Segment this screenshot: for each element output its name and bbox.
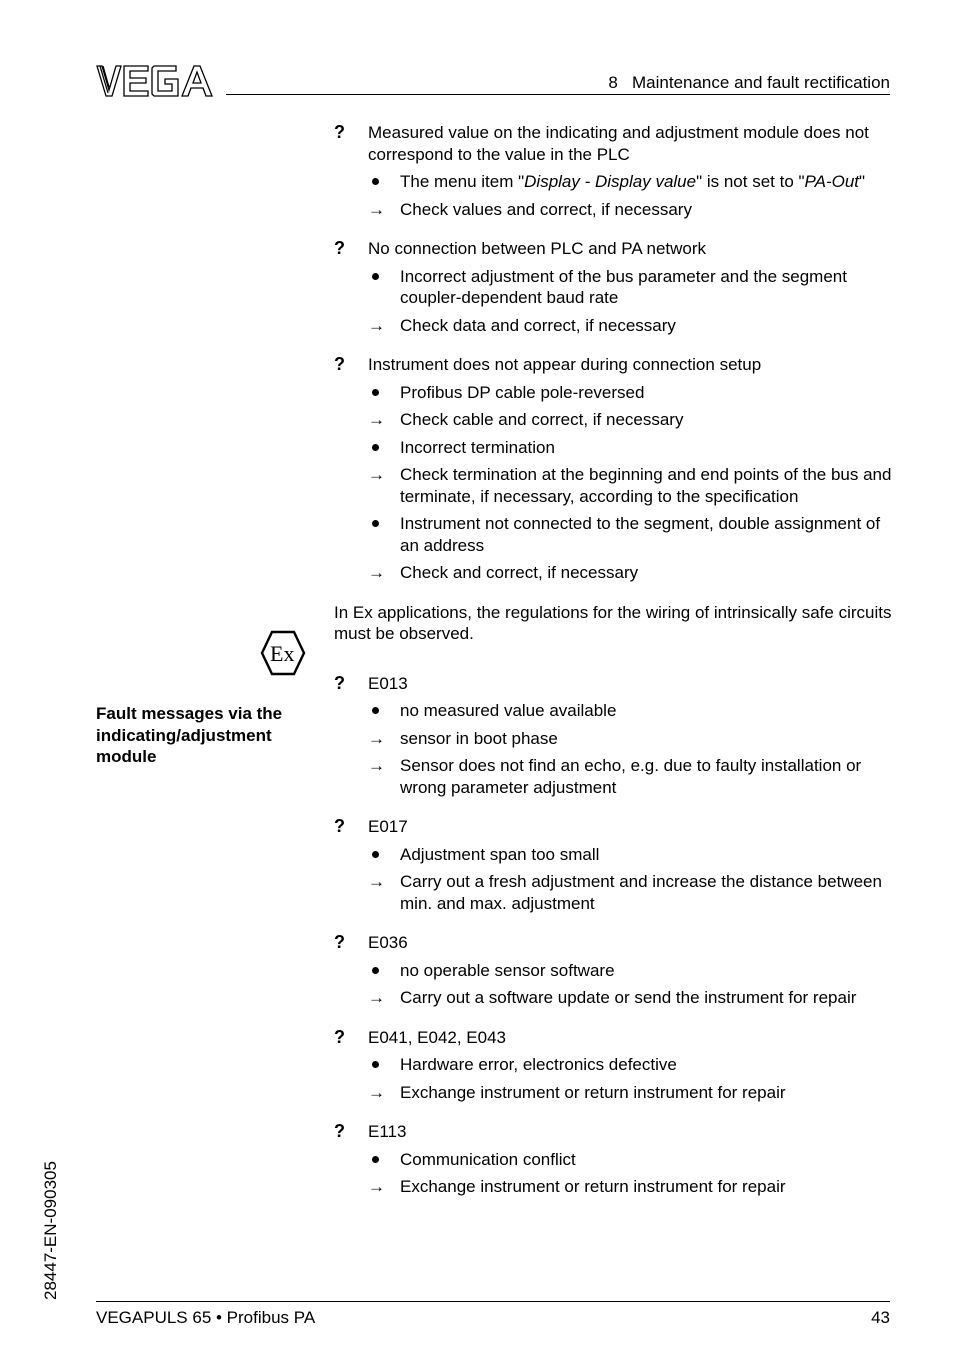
fault-group bbox=[334, 238, 894, 336]
content-column bbox=[334, 122, 894, 1216]
item-text: Check and correct, if necessary bbox=[400, 563, 639, 582]
cause-item bbox=[334, 960, 894, 982]
question-text: E013 bbox=[368, 673, 408, 693]
item-text: Carry out a fresh adjustment and increase the distance between min. and max. adjustment bbox=[400, 872, 882, 913]
question-icon: ? bbox=[334, 932, 345, 952]
side-label: Fault messages via the indicating/adjustment module bbox=[96, 704, 283, 766]
item-text: no operable sensor software bbox=[400, 960, 615, 980]
item-text: no measured value available bbox=[400, 701, 617, 720]
arrow-right-icon: → bbox=[368, 410, 385, 429]
footer-rule bbox=[96, 1301, 890, 1302]
item-text: Check values and correct, if necessary bbox=[400, 199, 692, 219]
doc-code: 28447-EN-090305 bbox=[41, 1161, 60, 1300]
ex-hexagon-icon bbox=[260, 630, 306, 676]
section-title: 8 Maintenance and fault rectification bbox=[608, 73, 890, 92]
remedy-item bbox=[334, 1082, 894, 1104]
arrow-right-icon: → bbox=[368, 988, 385, 1007]
question-line bbox=[334, 354, 894, 376]
item-text: Check data and correct, if necessary bbox=[400, 315, 676, 335]
bullet-icon bbox=[372, 1156, 379, 1163]
item-text: Hardware error, electronics defective bbox=[400, 1055, 677, 1074]
fault-group bbox=[334, 816, 894, 914]
item-text-part: PA-Out bbox=[804, 172, 860, 191]
remedy-item bbox=[334, 987, 894, 1009]
bullet-icon bbox=[372, 967, 379, 974]
remedy-item bbox=[334, 315, 894, 337]
item-text: Instrument not connected to the segment, double assignment of an address bbox=[400, 514, 881, 555]
cause-item bbox=[334, 513, 894, 556]
arrow-right-icon: → bbox=[368, 465, 385, 484]
cause-item bbox=[334, 844, 894, 866]
question-text: E017 bbox=[368, 817, 408, 836]
item-text: Incorrect termination bbox=[400, 437, 555, 457]
question-icon: ? bbox=[334, 816, 345, 836]
item-text: Profibus DP cable pole-reversed bbox=[400, 382, 645, 402]
bullet-icon bbox=[372, 178, 379, 185]
question-text: E113 bbox=[368, 1122, 407, 1141]
question-line bbox=[334, 932, 894, 954]
bullet-icon bbox=[372, 851, 379, 858]
item-text: sensor in boot phase bbox=[400, 728, 558, 748]
troubleshooting-top bbox=[334, 122, 894, 584]
item-text-part: " bbox=[859, 172, 866, 191]
question-text: No connection between PLC and PA network bbox=[368, 239, 707, 258]
question-icon: ? bbox=[334, 1026, 345, 1047]
arrow-right-icon: → bbox=[368, 756, 385, 775]
fault-messages bbox=[334, 673, 894, 1198]
question-icon: ? bbox=[334, 122, 345, 142]
question-line bbox=[334, 122, 894, 165]
arrow-right-icon: → bbox=[368, 728, 385, 748]
cause-item bbox=[334, 266, 894, 309]
arrow-right-icon: → bbox=[368, 872, 385, 891]
item-text: Carry out a software update or send the instrument for repair bbox=[400, 988, 857, 1007]
fault-group bbox=[334, 354, 894, 584]
svg-text:Ex: Ex bbox=[270, 641, 295, 666]
bullet-icon bbox=[372, 273, 379, 280]
cause-item bbox=[334, 382, 894, 404]
question-icon: ? bbox=[334, 354, 345, 374]
ex-note: In Ex applications, the regulations for the wiring of intrinsically safe circuits must be observed. bbox=[334, 602, 892, 643]
question-icon: ? bbox=[334, 672, 345, 693]
header-rule bbox=[226, 94, 890, 95]
remedy-item bbox=[334, 409, 894, 431]
remedy-item bbox=[334, 871, 894, 914]
question-icon: ? bbox=[334, 1121, 345, 1141]
item-text bbox=[400, 172, 865, 191]
fault-group bbox=[334, 932, 894, 1009]
item-text: Adjustment span too small bbox=[400, 844, 600, 864]
question-text: Instrument does not appear during connection setup bbox=[368, 355, 762, 374]
arrow-right-icon: → bbox=[368, 315, 385, 335]
remedy-item bbox=[334, 562, 894, 584]
item-text: Incorrect adjustment of the bus parameter and the segment coupler-dependent baud rate bbox=[400, 266, 847, 307]
remedy-item bbox=[334, 1176, 894, 1198]
cause-item bbox=[334, 1149, 894, 1171]
item-text: Check termination at the beginning and end points of the bus and terminate, if necessary, according to the specification bbox=[400, 465, 892, 506]
fault-group bbox=[334, 673, 894, 799]
bullet-icon bbox=[372, 389, 379, 396]
question-line bbox=[334, 1121, 894, 1143]
item-text: Exchange instrument or return instrument for repair bbox=[400, 1177, 786, 1196]
remedy-item bbox=[334, 199, 894, 221]
arrow-right-icon: → bbox=[368, 563, 385, 582]
arrow-right-icon: → bbox=[368, 199, 385, 219]
cause-item bbox=[334, 171, 894, 193]
cause-item bbox=[334, 700, 894, 722]
bullet-icon bbox=[372, 520, 379, 527]
cause-item bbox=[334, 437, 894, 459]
question-line bbox=[334, 816, 894, 838]
item-text: Sensor does not find an echo, e.g. due to faulty installation or wrong parameter adjustment bbox=[400, 756, 862, 797]
arrow-right-icon: → bbox=[368, 1082, 385, 1102]
remedy-item bbox=[334, 728, 894, 750]
fault-group bbox=[334, 1027, 894, 1104]
item-text: Communication conflict bbox=[400, 1149, 576, 1169]
footer-product: VEGAPULS 65 • Profibus PA bbox=[96, 1308, 316, 1327]
item-text-part: Display - Display value bbox=[524, 172, 697, 191]
vega-logo bbox=[96, 64, 214, 98]
question-line bbox=[334, 673, 894, 695]
bullet-icon bbox=[372, 444, 379, 451]
fault-group bbox=[334, 1121, 894, 1198]
question-text: E041, E042, E043 bbox=[368, 1027, 507, 1047]
question-icon: ? bbox=[334, 238, 345, 258]
item-text-part: The menu item " bbox=[400, 172, 525, 191]
question-line bbox=[334, 1027, 894, 1049]
bullet-icon bbox=[372, 707, 379, 714]
bullet-icon bbox=[372, 1061, 379, 1068]
fault-group bbox=[334, 122, 894, 220]
item-text-part: " is not set to " bbox=[696, 172, 805, 191]
remedy-item bbox=[334, 464, 894, 507]
arrow-right-icon: → bbox=[368, 1177, 385, 1196]
question-text: Measured value on the indicating and adjustment module does not correspond to the value in the PLC bbox=[368, 123, 869, 164]
cause-item bbox=[334, 1054, 894, 1076]
remedy-item bbox=[334, 755, 894, 798]
item-text: Exchange instrument or return instrument for repair bbox=[400, 1082, 786, 1102]
page-number: 43 bbox=[871, 1308, 890, 1327]
item-text: Check cable and correct, if necessary bbox=[400, 410, 684, 429]
question-line bbox=[334, 238, 894, 260]
question-text: E036 bbox=[368, 933, 408, 952]
